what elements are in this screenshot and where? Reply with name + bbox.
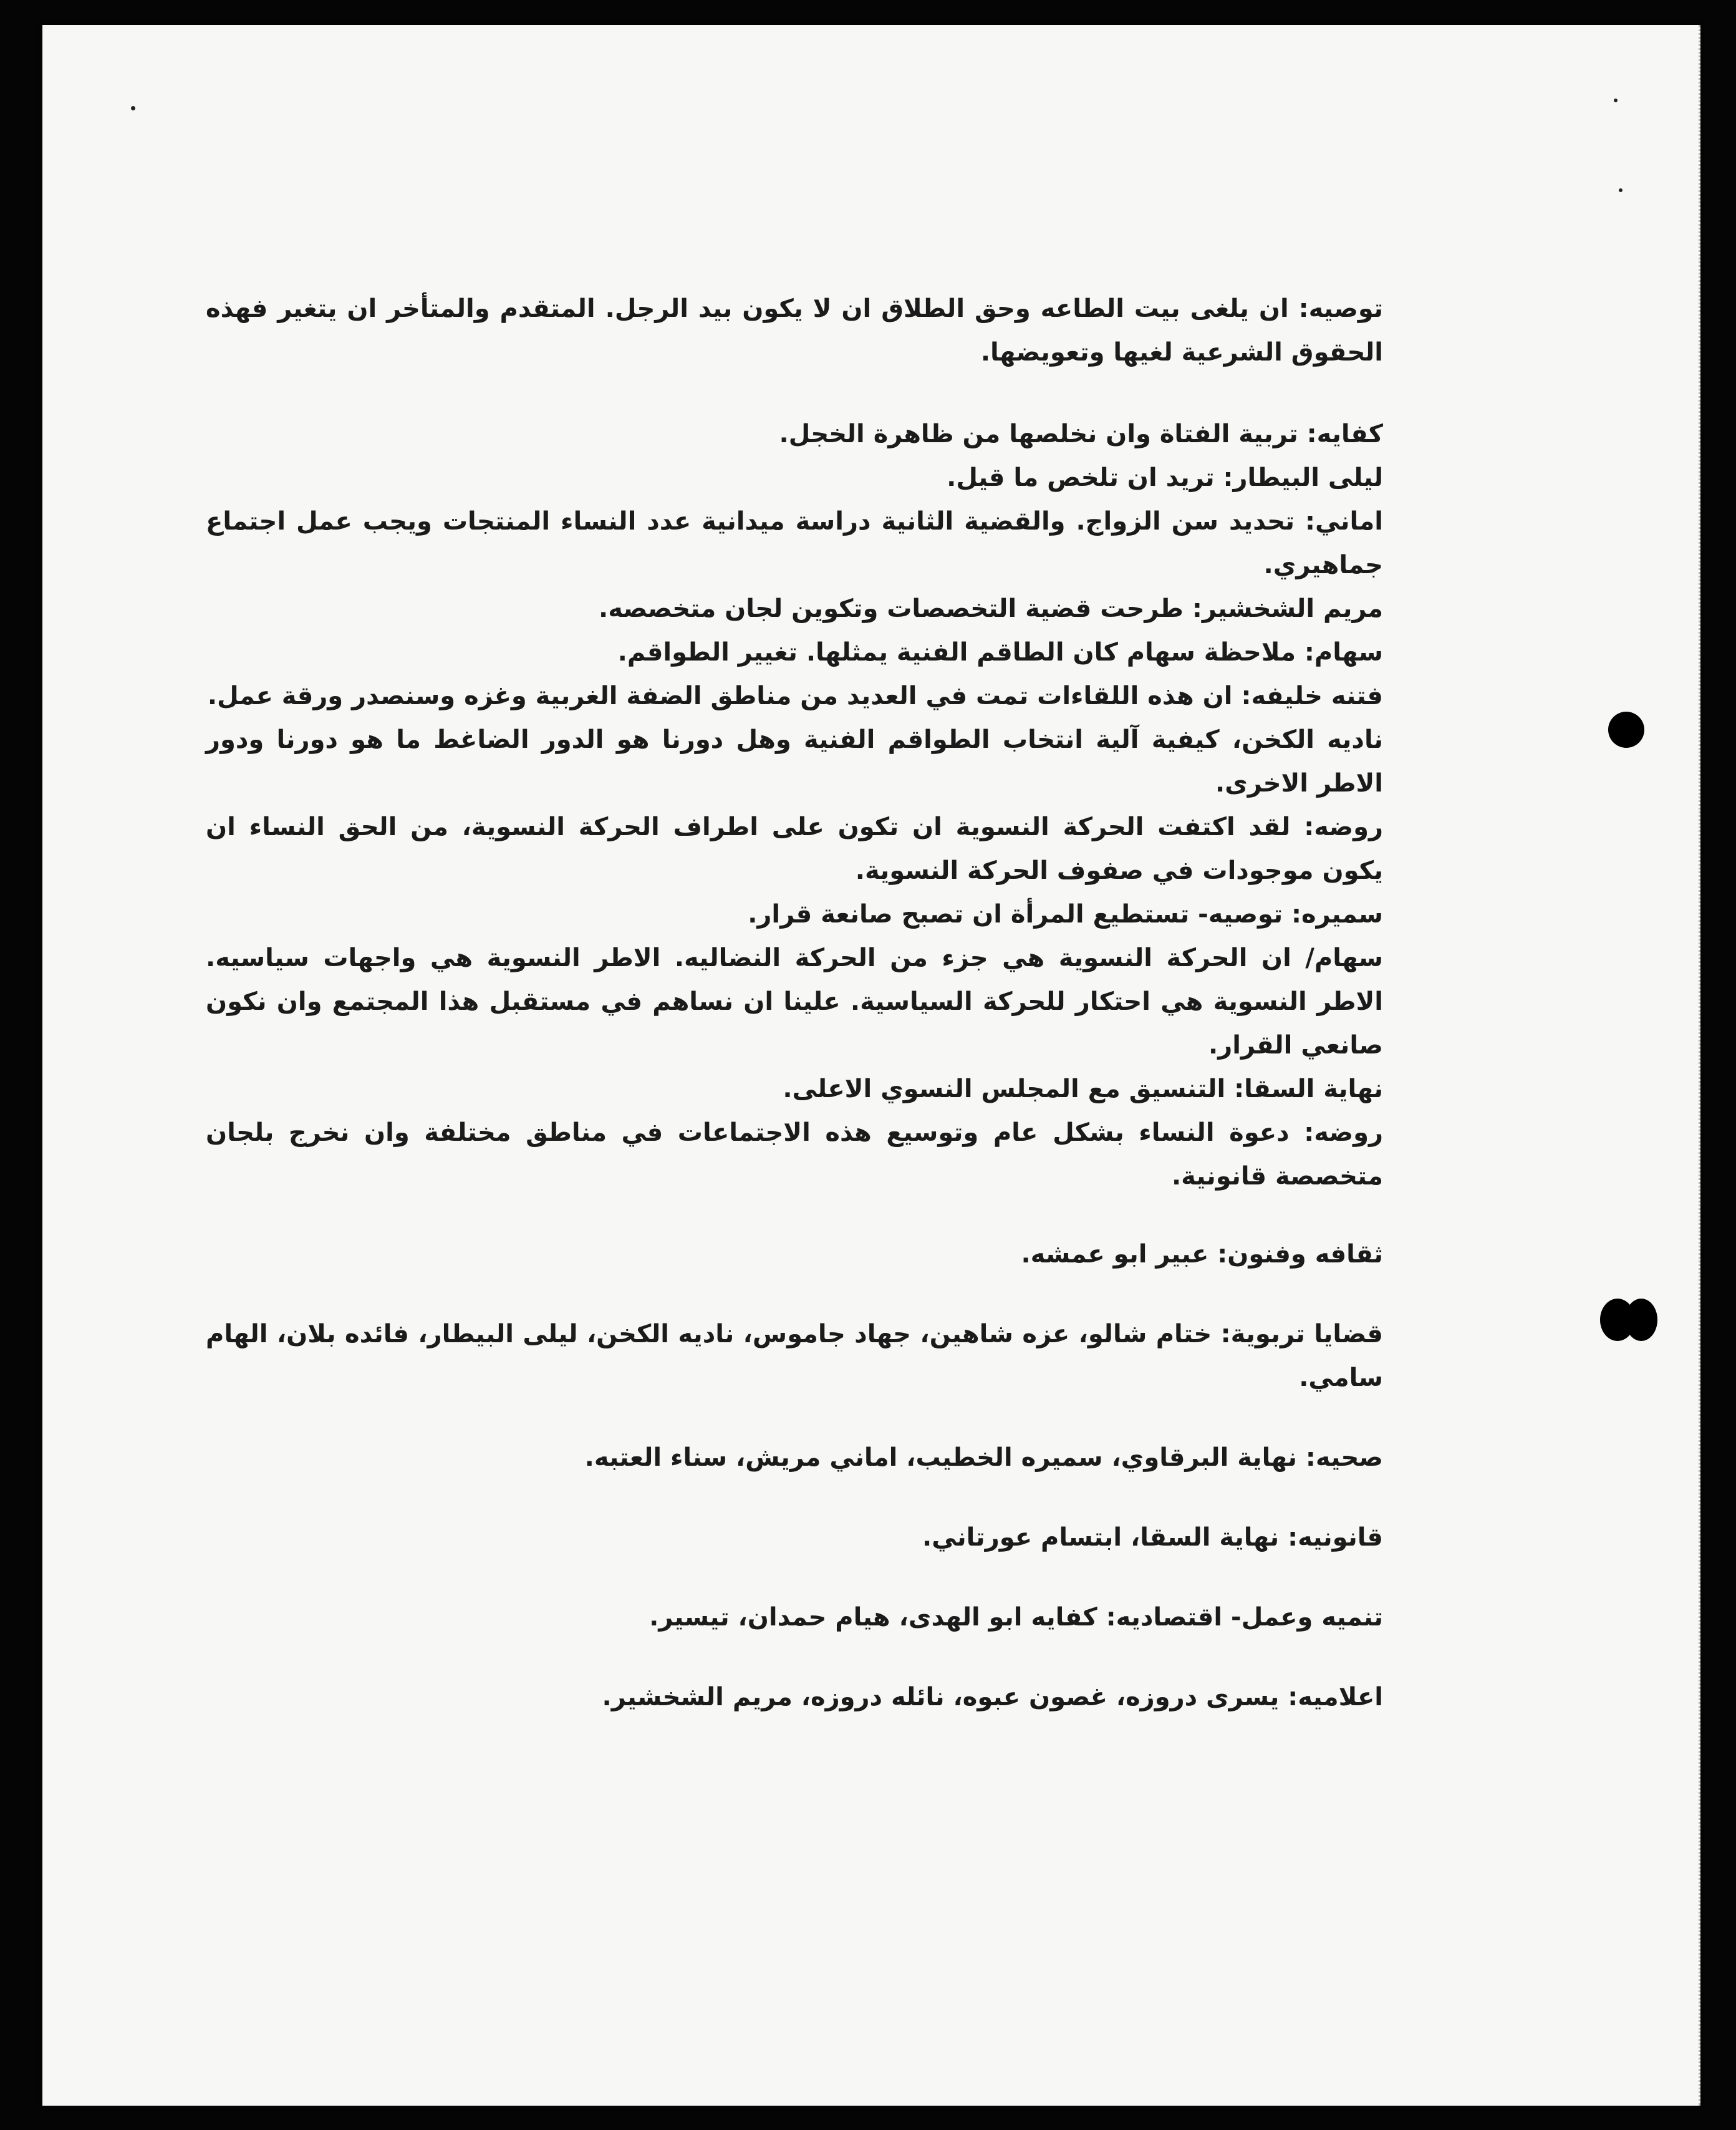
paragraph-rawda: روضه: لقد اكتفت الحركة النسوية ان تكون على اطراف الحركة النسوية، من الحق النساء ان يكون موجودات في صفوف الحركة النسوية. <box>206 813 1383 885</box>
paper-speck <box>131 106 135 110</box>
paragraph-kifaya: كفايه: تربية الفتاة وان نخلصها من ظاهرة الخجل. <box>779 420 1383 448</box>
committee-media: اعلاميه: يسرى دروزه، غصون عبوه، نائله دروزه، مريم الشخشير. <box>602 1683 1383 1711</box>
document-body <box>206 287 1383 1719</box>
paragraph-fitna: فتنه خليفه: ان هذه اللقاءات تمت في العديد من مناطق الضفة الغربية وغزه وسنصدر ورقة عمل. <box>207 682 1383 710</box>
paragraph-maryam: مريم الشخشير: طرحت قضية التخصصات وتكوين لجان متخصصه. <box>599 594 1383 623</box>
paragraph-siham-2: سهام/ ان الحركة النسوية هي جزء من الحركة النضاليه. الاطر النسوية هي واجهات سياسيه. الاطر النسوية هي احتكار للحركة السياسية. علينا ان نساهم في مستقبل هذا المجتمع وان نكون صانعي القرار. <box>206 944 1383 1060</box>
committee-education: قضايا تربوية: ختام شالو، عزه شاهين، جهاد جاموس، ناديه الكخن، ليلى البيطار، فائده بلان، الهام سامي. <box>206 1320 1383 1392</box>
paragraph-nadia: ناديه الكخن، كيفية آلية انتخاب الطواقم الفنية وهل دورنا هو الدور الضاغط ما هو دورنا ودور الاطر الاخرى. <box>206 725 1383 798</box>
paragraph-rawda-2: روضه: دعوة النساء بشكل عام وتوسيع هذه الاجتماعات في مناطق مختلفة وان نخرج بلجان متخصصة قانونية. <box>206 1118 1383 1191</box>
paper-speck <box>1619 188 1623 192</box>
committee-culture: ثقافه وفنون: عبير ابو عمشه. <box>1021 1240 1383 1269</box>
paragraph-recommendation: توصيه: ان يلغى بيت الطاعه وحق الطلاق ان لا يكون بيد الرجل. المتقدم والمتأخر ان يتغير فهذه الحقوق الشرعية لغيها وتعويضها. <box>206 294 1383 367</box>
document-page <box>42 25 1700 2106</box>
punch-hole <box>1608 712 1644 748</box>
committee-legal: قانونيه: نهاية السقا، ابتسام عورتاني. <box>922 1523 1383 1552</box>
paragraph-samira: سميره: توصيه- تستطيع المرأة ان تصبح صانعة قرار. <box>748 900 1383 929</box>
paragraph-siham: سهام: ملاحظة سهام كان الطاقم الفنية يمثلها. تغيير الطواقم. <box>617 638 1383 667</box>
punch-hole <box>1625 1299 1657 1341</box>
committee-development: تنميه وعمل- اقتصاديه: كفايه ابو الهدى، هيام حمدان، تيسير. <box>649 1603 1383 1632</box>
committee-health: صحيه: نهاية البرقاوي، سميره الخطيب، اماني مريش، سناء العتبه. <box>584 1443 1383 1472</box>
paragraph-layla: ليلى البيطار: تريد ان تلخص ما قيل. <box>947 463 1383 492</box>
paragraph-amani: اماني: تحديد سن الزواج. والقضية الثانية دراسة ميدانية عدد النساء المنتجات ويجب عمل اجتماع جماهيري. <box>206 507 1383 579</box>
paragraph-nihaya: نهاية السقا: التنسيق مع المجلس النسوي الاعلى. <box>783 1075 1383 1103</box>
paper-speck <box>1614 99 1618 102</box>
